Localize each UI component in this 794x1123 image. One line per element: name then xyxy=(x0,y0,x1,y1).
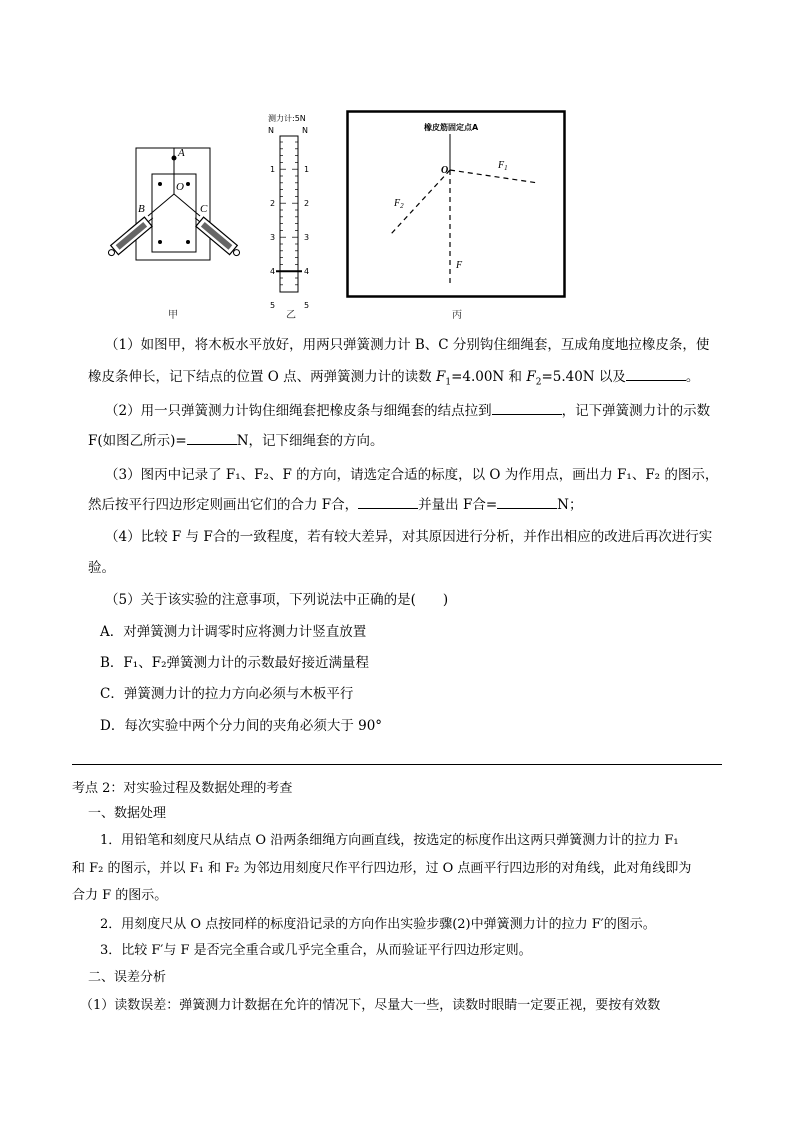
caption-jia: 甲 xyxy=(168,310,178,321)
scale-label-left: 2 xyxy=(270,199,276,209)
q3-blank-draw[interactable] xyxy=(358,494,418,509)
label-a: A xyxy=(178,147,185,159)
f-label: F xyxy=(456,260,463,271)
section2-p1-line1: 1．用铅笔和刻度尺从结点 O 沿两条细绳方向画直线，按选定的标度作出这两只弹簧测力计的拉力 F₁ xyxy=(100,833,679,848)
experiment-figures xyxy=(0,0,794,325)
q4-line1: （4）比较 F 与 F合的一致程度，若有较大差异，对其原因进行分析，并作出相应的改进后再次进行实 xyxy=(105,529,713,545)
q3-blank-value[interactable] xyxy=(497,494,557,509)
label-o: O xyxy=(176,181,184,193)
scale-label-left: 4 xyxy=(270,267,276,277)
scale-label-right: 1 xyxy=(304,165,310,175)
section2-p2: 2．用刻度尺从 O 点按同样的标度沿记录的方向作出实验步骤(2)中弹簧测力计的拉力 F′的图示。 xyxy=(100,917,656,932)
scale-label-left: 1 xyxy=(270,165,276,175)
scale-label-left: 5 xyxy=(270,301,276,311)
q5-stem: （5）关于该实验的注意事项，下列说法中正确的是( ) xyxy=(105,592,449,608)
scale-ticks xyxy=(270,142,309,310)
section2-p1-line2: 和 F₂ 的图示，并以 F₁ 和 F₂ 为邻边用刻度尺作平行四边形，过 O 点画平行四边形的对角线，此对角线即为 xyxy=(72,861,692,876)
q3-line2: 然后按平行四边形定则画出它们的合力 F合， 并量出 F合= N； xyxy=(88,490,728,520)
o-label: O xyxy=(441,165,449,176)
q5-option-d[interactable]: D．每次实验中两个分力间的夹角必须大于 90° xyxy=(100,718,383,734)
section2-title: 考点 2：对实验过程及数据处理的考查 xyxy=(72,781,293,796)
caption-bing: 丙 xyxy=(452,310,462,321)
section-divider xyxy=(72,764,722,765)
q1-line2: 橡皮条伸长，记下结点的位置 O 点、两弹簧测力计的读数 $F_1=4.00N$ 和 $F_2=5.40N$ 以及 。 xyxy=(88,362,728,398)
f1-label: $F_1$ xyxy=(498,160,508,172)
label-c: C xyxy=(200,203,208,215)
scale-label-right: 4 xyxy=(304,267,310,277)
q4-line2: 验。 xyxy=(88,560,115,576)
f2-label: $F_2$ xyxy=(394,198,404,210)
q2-line2: F(如图乙所示)= N，记下细绳套的方向。 xyxy=(88,426,728,456)
q1-line1: （1）如图甲，将木板水平放好，用两只弹簧测力计 B、C 分别钩住细绳套，互成角度地拉橡皮条，使 xyxy=(105,337,710,353)
scale-label-right: 2 xyxy=(304,199,310,209)
n-left: N xyxy=(268,126,274,135)
n-right: N xyxy=(302,126,308,135)
q5-option-b[interactable]: B．F₁、F₂弹簧测力计的示数最好接近满量程 xyxy=(100,655,369,671)
scale-label-right: 5 xyxy=(304,301,310,311)
scale-label-left: 3 xyxy=(270,233,276,243)
q2-line1: （2）用一只弹簧测力计钩住细绳套把橡皮条与细绳套的结点拉到 ，记下弹簧测力计的示数 xyxy=(105,396,745,426)
q5-option-c[interactable]: C．弹簧测力计的拉力方向必须与木板平行 xyxy=(100,686,354,702)
figure-yi xyxy=(260,112,320,311)
q5-option-a[interactable]: A．对弹簧测力计调零时应将测力计竖直放置 xyxy=(100,624,367,640)
caption-yi: 乙 xyxy=(286,310,296,321)
section2-h1: 一、数据处理 xyxy=(88,806,167,821)
section2-p4: （1）读数误差：弹簧测力计数据在允许的情况下，尽量大一些，读数时眼睛一定要正视，要按有效数 xyxy=(80,998,661,1013)
label-b: B xyxy=(138,203,145,215)
figure-bing xyxy=(346,110,566,298)
scale-label-right: 3 xyxy=(304,233,310,243)
figure-jia xyxy=(108,142,238,272)
section2-p1-line3: 合力 F 的图示。 xyxy=(72,888,168,903)
fixed-point-label: 橡皮筋固定点A xyxy=(424,123,479,132)
section2-h2: 二、误差分析 xyxy=(88,970,167,985)
meter-title: 测力计:5N xyxy=(268,114,306,123)
q1-blank[interactable] xyxy=(626,366,686,381)
q2-blank-force[interactable] xyxy=(187,430,237,445)
q2-blank-point[interactable] xyxy=(492,400,562,415)
section2-p3: 3．比较 F′与 F 是否完全重合或几乎完全重合，从而验证平行四边形定则。 xyxy=(100,943,532,958)
q3-line1: （3）图丙中记录了 F₁、F₂、F 的方向，请选定合适的标度，以 O 为作用点，画出力 F₁、F₂ 的图示， xyxy=(105,467,719,483)
